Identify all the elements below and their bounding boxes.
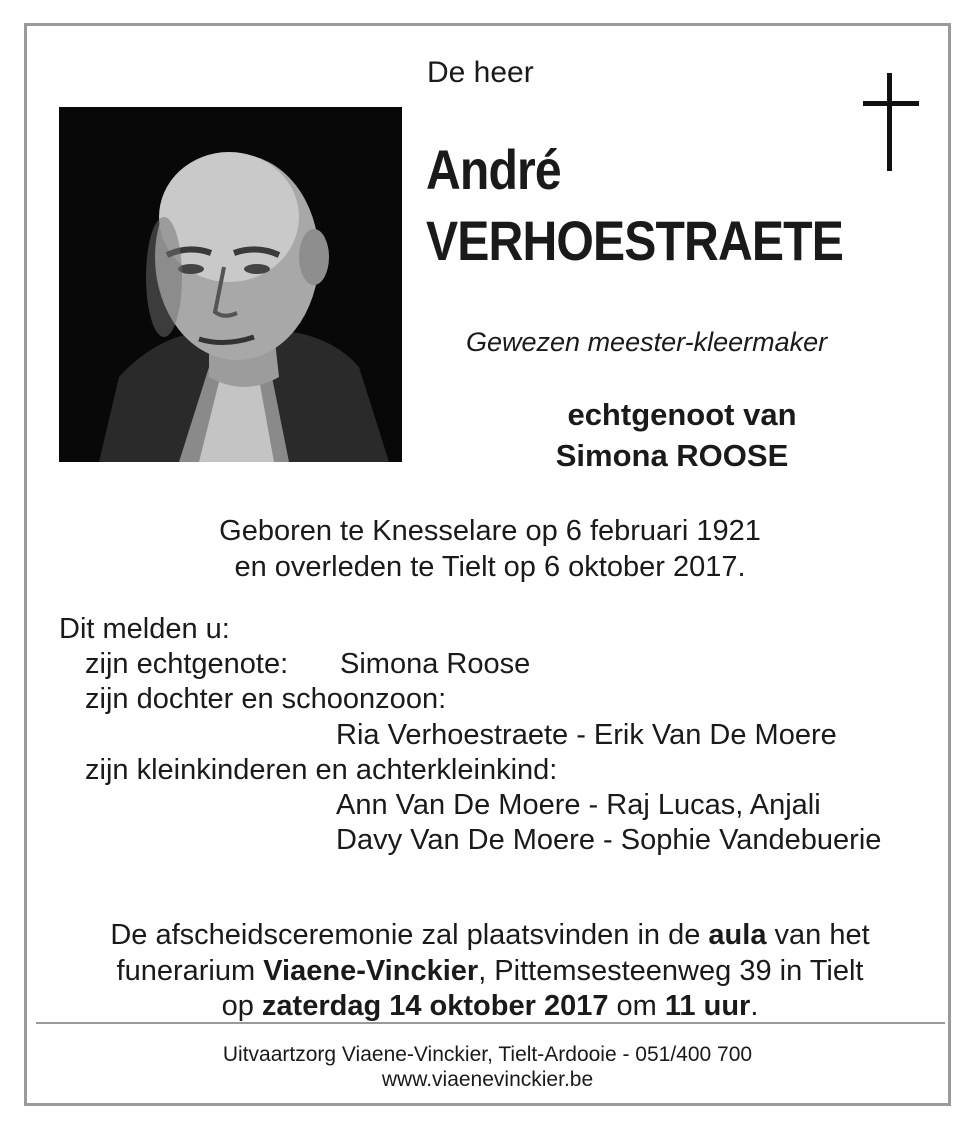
relative-name: Simona Roose (340, 648, 531, 680)
ceremony-line-1 (0, 919, 980, 952)
relation-label: zijn dochter en schoonzoon: (85, 683, 447, 715)
ceremony-date: zaterdag 14 oktober 2017 (261, 990, 609, 1022)
spouse-name: Simona ROOSE (555, 438, 789, 473)
ceremony-text: om (616, 990, 657, 1022)
relation-label: zijn kleinkinderen en achterkleinkind: (85, 754, 558, 786)
footer-company: Uitvaartzorg Viaene-Vinckier, Tielt-Ardooie - 051/400 700 (222, 1043, 753, 1066)
ceremony-line-2 (0, 955, 980, 988)
relative-name: Davy Van De Moere - Sophie Vandebuerie (336, 824, 882, 856)
ceremony-text: funerarium (116, 955, 256, 987)
ceremony-text: op (221, 990, 254, 1022)
deceased-last-name: VERHOESTRAETE (426, 209, 843, 272)
announce-intro: Dit melden u: (59, 613, 230, 645)
deceased-first-name: André (426, 138, 561, 201)
relative-name: Ria Verhoestraete - Erik Van De Moere (336, 719, 837, 751)
death-line: en overleden te Tielt op 6 oktober 2017. (234, 551, 746, 583)
funeral-home-name: Viaene-Vinckier (263, 955, 479, 987)
portrait-photo (59, 107, 402, 462)
ceremony-address: , Pittemsesteenweg 39 in Tielt (478, 955, 864, 987)
ceremony-text: . (750, 990, 759, 1022)
spouse-intro: echtgenoot van (567, 397, 797, 432)
ceremony-text: van het (774, 919, 870, 951)
honorific-title: De heer (427, 56, 534, 89)
birth-line: Geboren te Knesselare op 6 februari 1921 (219, 515, 761, 547)
occupation: Gewezen meester-kleermaker (466, 327, 828, 357)
divider (36, 1022, 945, 1024)
ceremony-venue: aula (708, 919, 767, 951)
relation-label: zijn echtgenote: (85, 648, 289, 680)
footer-website: www.viaenevinckier.be (381, 1068, 594, 1091)
ceremony-line-3 (0, 990, 980, 1023)
cross-icon (863, 73, 923, 171)
relative-name: Ann Van De Moere - Raj Lucas, Anjali (336, 789, 821, 821)
ceremony-text: De afscheidsceremonie zal plaatsvinden in de (110, 919, 701, 951)
ceremony-time: 11 uur (664, 990, 751, 1022)
